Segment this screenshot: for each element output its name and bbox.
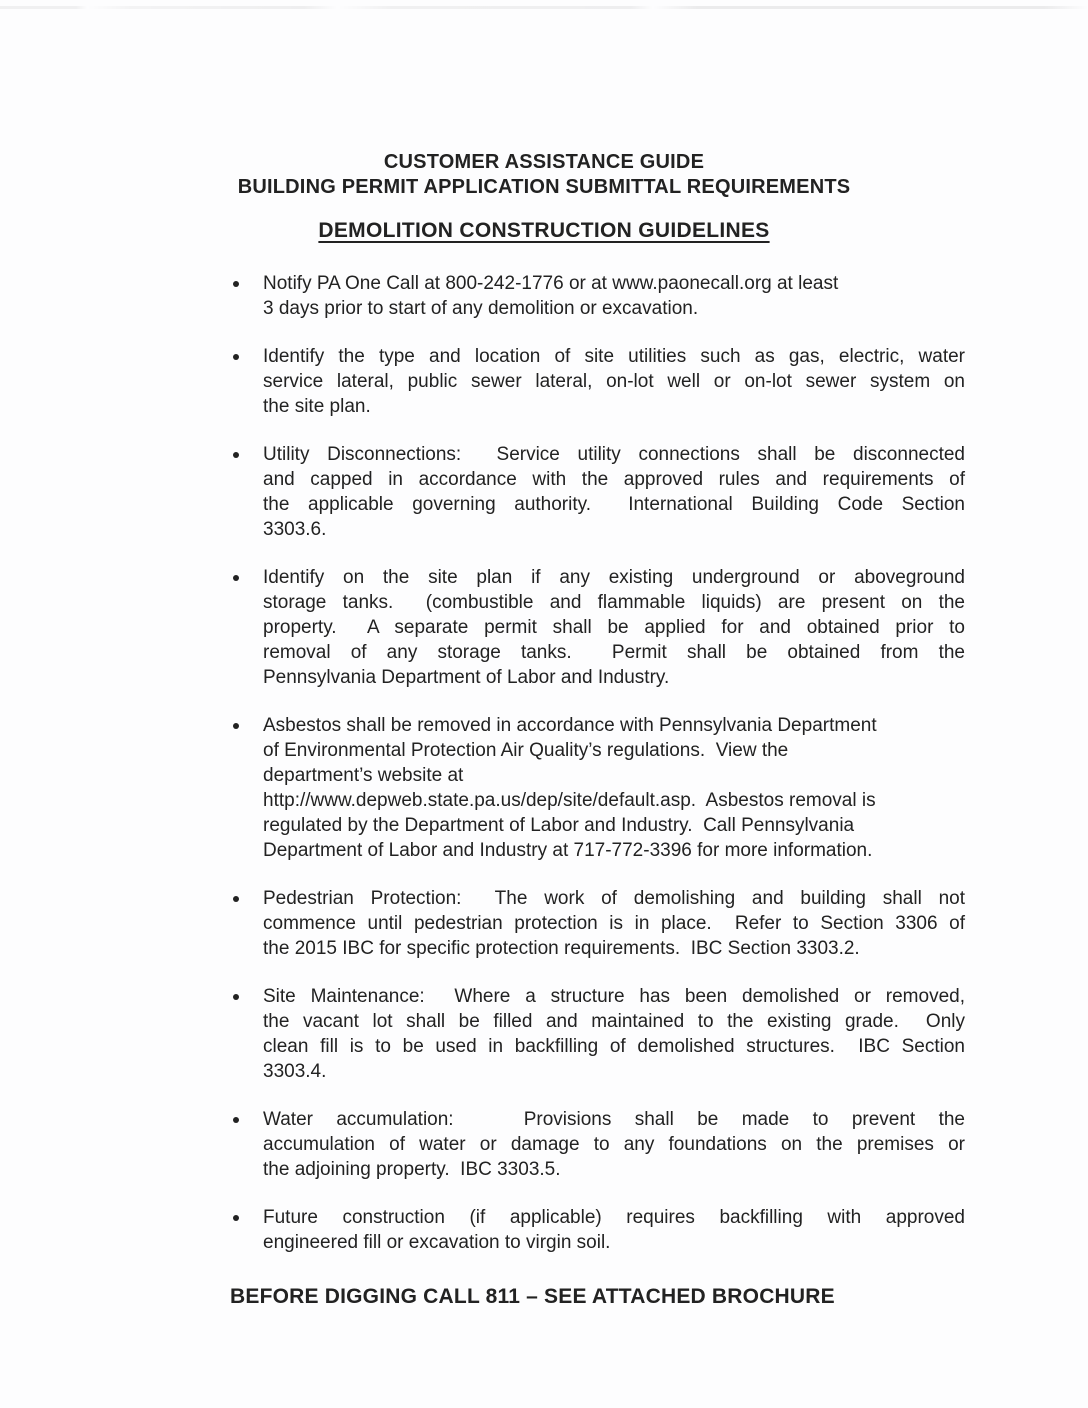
list-item xyxy=(232,344,965,419)
document-title: DEMOLITION CONSTRUCTION GUIDELINES xyxy=(318,219,770,242)
bullet-icon xyxy=(233,1215,239,1221)
bullet-list xyxy=(232,271,965,1278)
bullet-text-line: property. A separate permit shall be applied for and obtained prior to xyxy=(263,617,965,638)
bullet-text-line: and capped in accordance with the approved rules and requirements of xyxy=(263,469,965,490)
bullet-text-line: regulated by the Department of Labor and Industry. Call Pennsylvania xyxy=(263,815,855,836)
list-item xyxy=(232,565,965,690)
bullet-text-line: department’s website at xyxy=(263,765,464,786)
bullet-text-line: Site Maintenance: Where a structure has been demolished or removed, xyxy=(263,986,965,1007)
bullet-icon xyxy=(233,575,239,581)
bullet-text-line: Future construction (if applicable) requires backfilling with approved xyxy=(263,1207,965,1228)
list-item xyxy=(232,713,965,863)
bullet-icon xyxy=(233,723,239,729)
list-item xyxy=(232,886,965,961)
header-line-2: BUILDING PERMIT APPLICATION SUBMITTAL REQUIREMENTS xyxy=(237,176,851,198)
bullet-text-line: Asbestos shall be removed in accordance with Pennsylvania Department xyxy=(263,715,877,736)
list-item xyxy=(232,984,965,1084)
bullet-icon xyxy=(233,896,239,902)
bullet-text-line: engineered fill or excavation to virgin soil. xyxy=(263,1232,611,1253)
bullet-text-line: the site plan. xyxy=(263,396,371,417)
bullet-text-line: http://www.depweb.state.pa.us/dep/site/default.asp. Asbestos removal is xyxy=(263,790,876,811)
bullet-text-line: commence until pedestrian protection is in place. Refer to Section 3306 of xyxy=(263,913,965,934)
bullet-text-line: service lateral, public sewer lateral, on-lot well or on-lot sewer system on xyxy=(263,371,965,392)
bullet-text-line: storage tanks. (combustible and flammable liquids) are present on the xyxy=(263,592,965,613)
bullet-icon xyxy=(233,1117,239,1123)
bullet-text-line: of Environmental Protection Air Quality’s regulations. View the xyxy=(263,740,789,761)
document-header xyxy=(0,150,1088,200)
bullet-text-line: 3 days prior to start of any demolition or excavation. xyxy=(263,298,699,319)
bullet-text-line: 3303.4. xyxy=(263,1061,327,1082)
bullet-icon xyxy=(233,994,239,1000)
bullet-icon xyxy=(233,452,239,458)
list-item xyxy=(232,271,965,321)
bullet-text-line: the adjoining property. IBC 3303.5. xyxy=(263,1159,561,1180)
bullet-text-line: clean fill is to be used in backfilling of demolished structures. IBC Section xyxy=(263,1036,965,1057)
bullet-text-line: accumulation of water or damage to any foundations on the premises or xyxy=(263,1134,965,1155)
bullet-text-line: Pennsylvania Department of Labor and Industry. xyxy=(263,667,670,688)
list-item xyxy=(232,1107,965,1182)
scan-artifact xyxy=(0,6,1088,9)
bullet-icon xyxy=(233,281,239,287)
bullet-text-line: Utility Disconnections: Service utility connections shall be disconnected xyxy=(263,444,965,465)
list-item xyxy=(232,1205,965,1255)
bullet-icon xyxy=(233,354,239,360)
bullet-text-line: the 2015 IBC for specific protection requirements. IBC Section 3303.2. xyxy=(263,938,860,959)
footer-note: BEFORE DIGGING CALL 811 – SEE ATTACHED BROCHURE xyxy=(230,1285,835,1308)
bullet-text-line: Water accumulation: Provisions shall be made to prevent the xyxy=(263,1109,965,1130)
bullet-text-line: Pedestrian Protection: The work of demolishing and building shall not xyxy=(263,888,965,909)
bullet-text-line: Identify the type and location of site utilities such as gas, electric, water xyxy=(263,346,965,367)
bullet-text-line: Department of Labor and Industry at 717-772-3396 for more information. xyxy=(263,840,873,861)
bullet-text-line: Identify on the site plan if any existing underground or aboveground xyxy=(263,567,965,588)
header-line-1: CUSTOMER ASSISTANCE GUIDE xyxy=(383,151,705,173)
bullet-text-line: the vacant lot shall be filled and maintained to the existing grade. Only xyxy=(263,1011,965,1032)
bullet-text-line: the applicable governing authority. International Building Code Section xyxy=(263,494,965,515)
list-item xyxy=(232,442,965,542)
bullet-text-line: removal of any storage tanks. Permit shall be obtained from the xyxy=(263,642,965,663)
bullet-text-line: Notify PA One Call at 800-242-1776 or at www.paonecall.org at least xyxy=(263,273,839,294)
bullet-text-line: 3303.6. xyxy=(263,519,327,540)
